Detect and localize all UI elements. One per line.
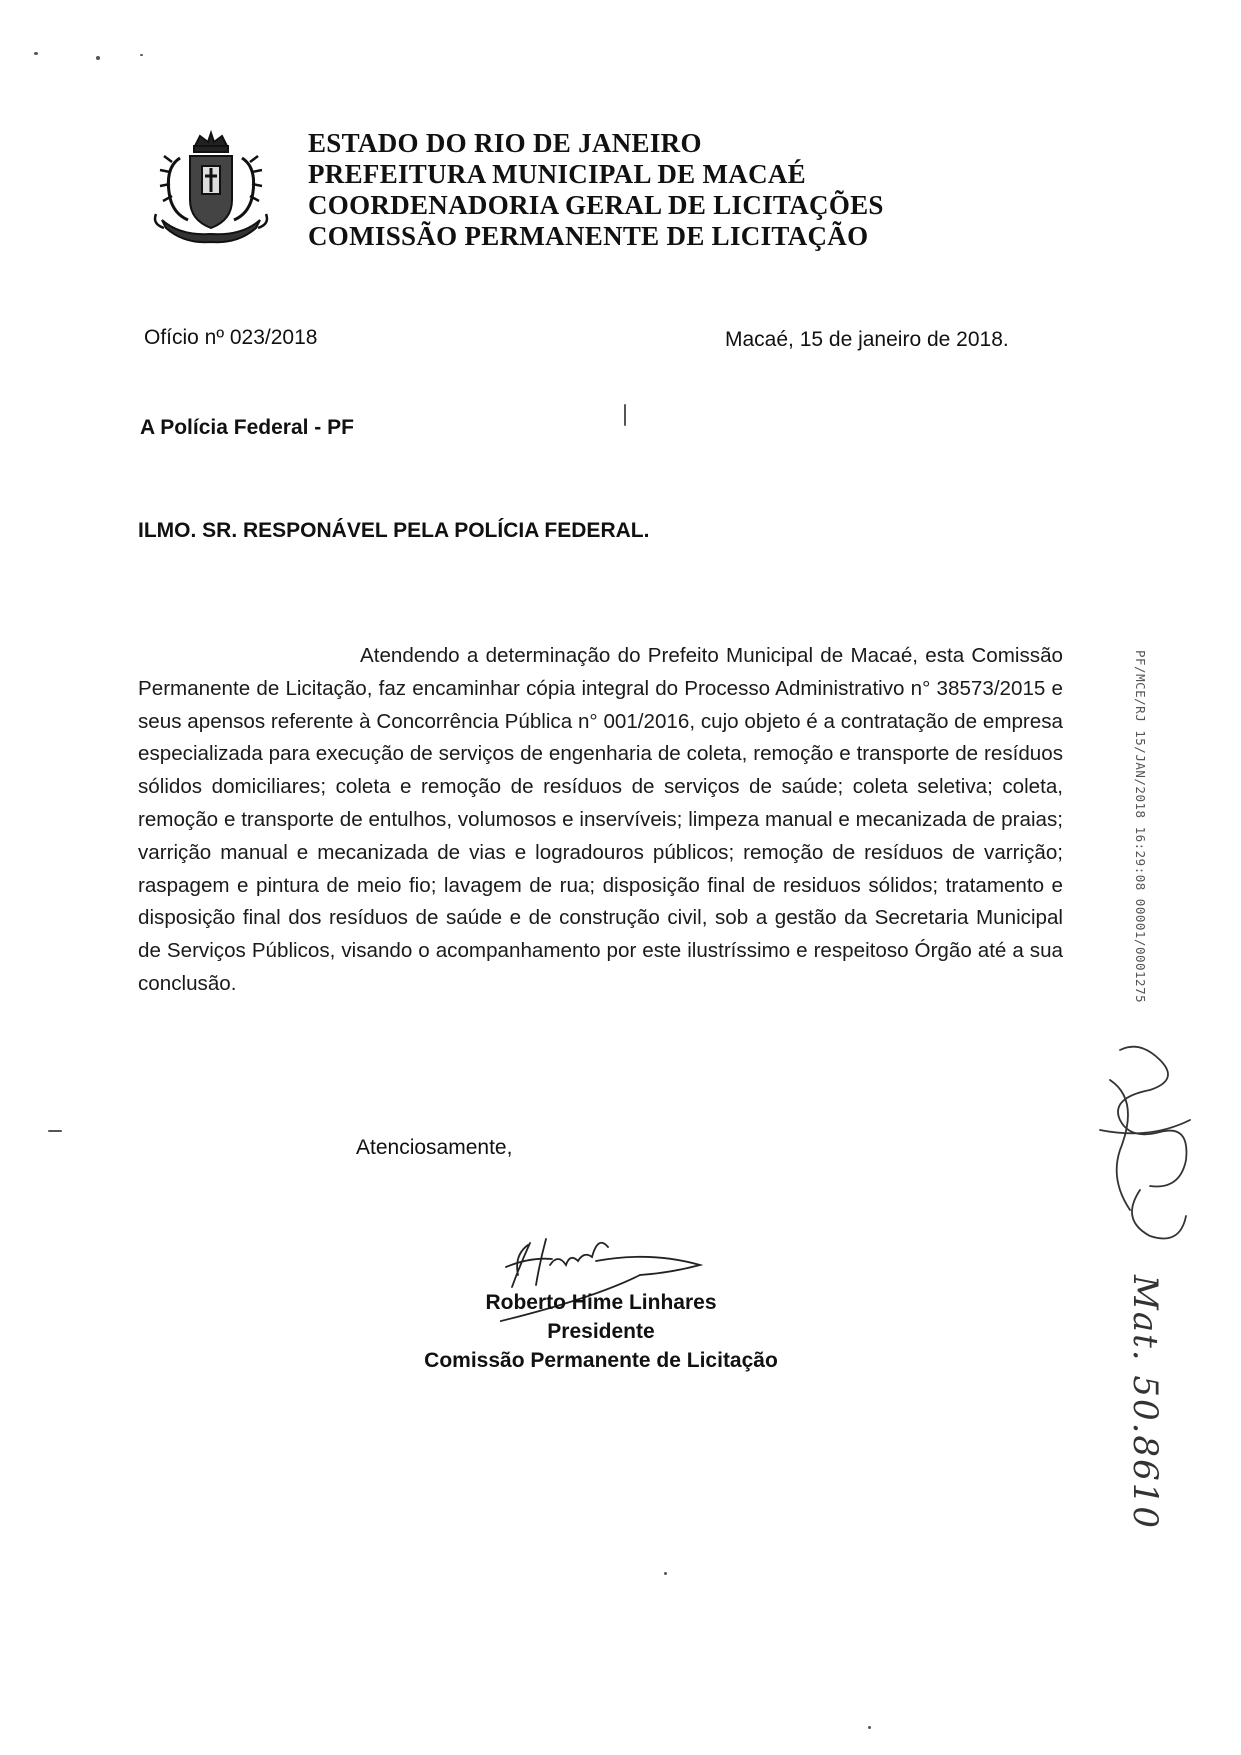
letter-body	[138, 640, 1063, 1001]
signatory-name: Roberto Hime Linhares	[485, 1291, 717, 1314]
handwritten-registration	[1120, 1275, 1180, 1530]
letterhead-city-hall: PREFEITURA MUNICIPAL DE MACAÉ	[308, 159, 806, 189]
scan-speck	[48, 1130, 62, 1132]
protocol-stamp	[1126, 650, 1154, 1010]
letter-body-paragraph: Atendendo a determinação do Prefeito Municipal de Macaé, esta Comissão Permanente de Licitação, faz encaminhar cópia integral do Processo Administrativo n° 38573/2015 e seus apensos referente à Concorrência Pública n° 001/2016, cujo objeto é a contratação de empresa especializada para execução de serviços de engenharia de coleta, remoção e transporte de resíduos sólidos domiciliares; coleta e remoção de resíduos de serviços de saúde; coleta seletiva; coleta, remoção e transporte de entulhos, volumosos e inservíveis; limpeza manual e mecanizada de praias; varrição manual e mecanizada de vias e logradouros públicos; remoção de resíduos de varrição; raspagem e pintura de meio fio; lavagem de rua; disposição final de residuos sólidos; tratamento e disposição final dos resíduos de saúde e de construção civil, sob a gestão da Secretaria Municipal de Serviços Públicos, visando o acompanhamento por este ilustríssimo e respeitoso Órgão até a sua conclusão.	[138, 644, 1063, 995]
letter-number: Ofício nº 023/2018	[144, 326, 318, 349]
coat-of-arms-icon	[150, 128, 272, 246]
letterhead-coordination: COORDENADORIA GERAL DE LICITAÇÕES	[308, 190, 884, 220]
scan-speck	[664, 1572, 667, 1575]
scan-speck	[624, 404, 626, 426]
handwritten-initials-icon	[1090, 1040, 1200, 1250]
scan-speck	[34, 52, 38, 55]
scan-speck	[96, 56, 100, 60]
addressee: A Polícia Federal - PF	[140, 416, 354, 439]
salutation: ILMO. SR. RESPONÁVEL PELA POLÍCIA FEDERAL.	[138, 519, 650, 542]
signatory-body: Comissão Permanente de Licitação	[424, 1349, 778, 1372]
scan-speck	[140, 54, 143, 56]
scan-speck	[868, 1726, 871, 1729]
letterhead-state: ESTADO DO RIO DE JANEIRO	[308, 128, 702, 158]
handwritten-registration-text: Mat. 50.8610	[1125, 1275, 1165, 1530]
letter-date: Macaé, 15 de janeiro de 2018.	[725, 328, 1009, 351]
letterhead-commission: COMISSÃO PERMANENTE DE LICITAÇÃO	[308, 221, 869, 251]
protocol-stamp-text: PF/MCE/RJ 15/JAN/2018 16:29:08 00001/0001275	[1133, 650, 1148, 1004]
closing: Atenciosamente,	[356, 1136, 513, 1159]
letterhead	[308, 128, 884, 252]
signatory-role: Presidente	[547, 1320, 655, 1343]
signature-block	[382, 1288, 820, 1375]
